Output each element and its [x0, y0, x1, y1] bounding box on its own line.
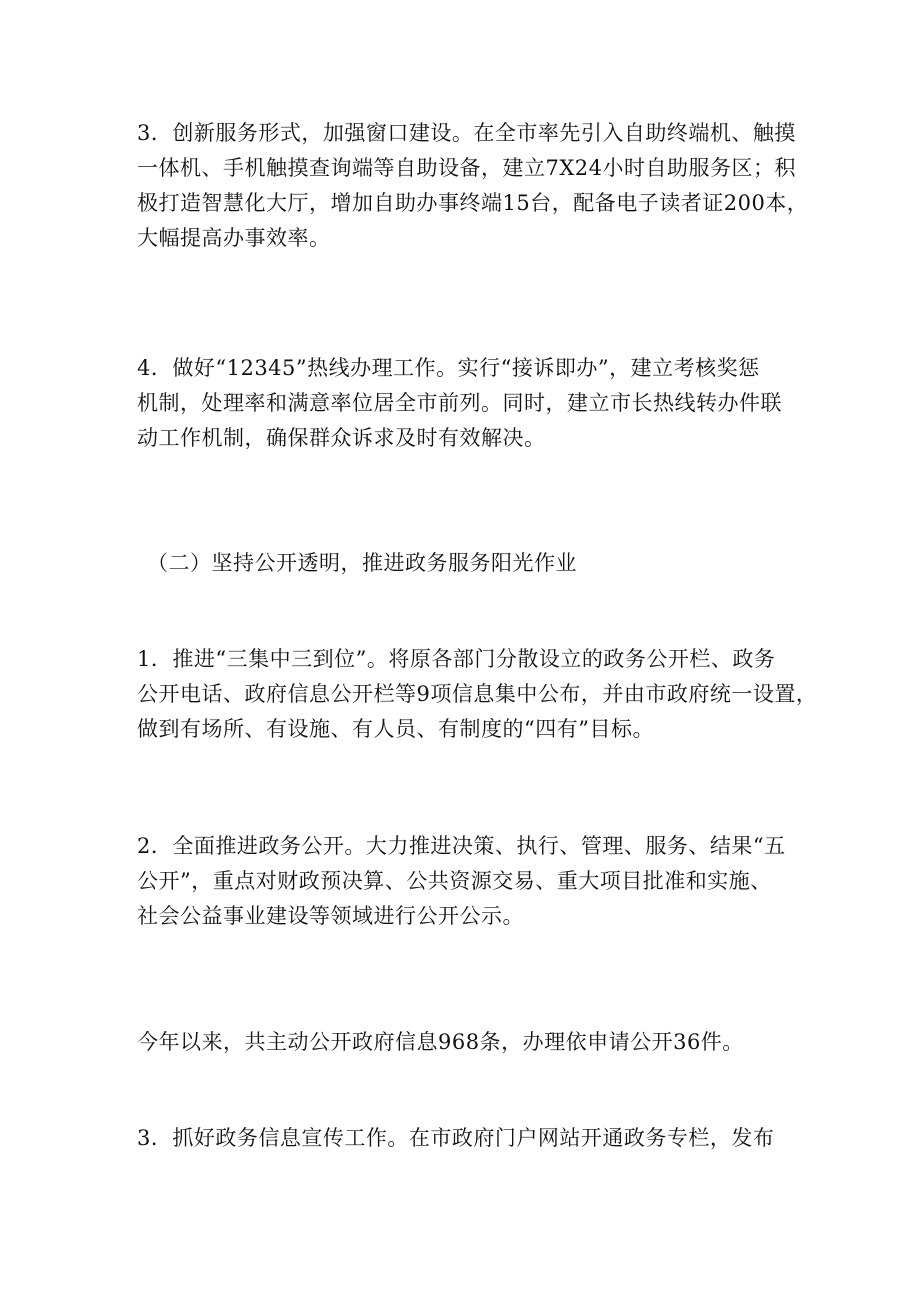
paragraph-item-2-open-affairs: [137, 829, 797, 934]
paragraph-stats-line: [137, 1025, 797, 1060]
text-line: 今年以来，共主动公开政府信息968条，办理依申请公开36件。: [137, 1030, 744, 1054]
section-heading: [147, 546, 807, 581]
paragraph-item-3-publicity: [137, 1121, 797, 1156]
text-line: 做到有场所、有设施、有人员、有制度的“四有”目标。: [137, 717, 654, 741]
paragraph-item-3-service: [137, 116, 809, 256]
text-line: （二）坚持公开透明，推进政务服务阳光作业: [147, 551, 577, 575]
text-line: 公开电话、政府信息公开栏等9项信息集中公布，并由市政府统一设置，: [137, 682, 818, 706]
text-line: 机制，处理率和满意率位居全市前列。同时，建立市长热线转办件联: [137, 391, 782, 415]
text-line: 一体机、手机触摸查询端等自助设备，建立7X24小时自助服务区；积: [137, 156, 797, 180]
text-line: 极打造智慧化大厅，增加自助办事终端15台，配备电子读者证200本，: [137, 191, 809, 215]
text-line: 公开”，重点对财政预决算、公共资源交易、重大项目批准和实施、: [137, 869, 772, 893]
text-line: 社会公益事业建设等领域进行公开公示。: [137, 904, 524, 928]
paragraph-item-4-hotline: [137, 351, 797, 456]
text-line: 2．全面推进政务公开。大力推进决策、执行、管理、服务、结果“五: [137, 834, 786, 858]
text-line: 动工作机制，确保群众诉求及时有效解决。: [137, 426, 546, 450]
text-line: 3．创新服务形式，加强窗口建设。在全市率先引入自助终端机、触摸: [137, 121, 796, 145]
text-line: 大幅提高办事效率。: [137, 226, 331, 250]
paragraph-item-1-centralize: [137, 642, 818, 747]
text-line: 3．抓好政务信息宣传工作。在市政府门户网站开通政务专栏，发布: [137, 1126, 775, 1150]
text-line: 1．推进“三集中三到位”。将原各部门分散设立的政务公开栏、政务: [137, 647, 776, 671]
text-line: 4．做好“12345”热线办理工作。实行“接诉即办”，建立考核奖惩: [137, 356, 760, 380]
